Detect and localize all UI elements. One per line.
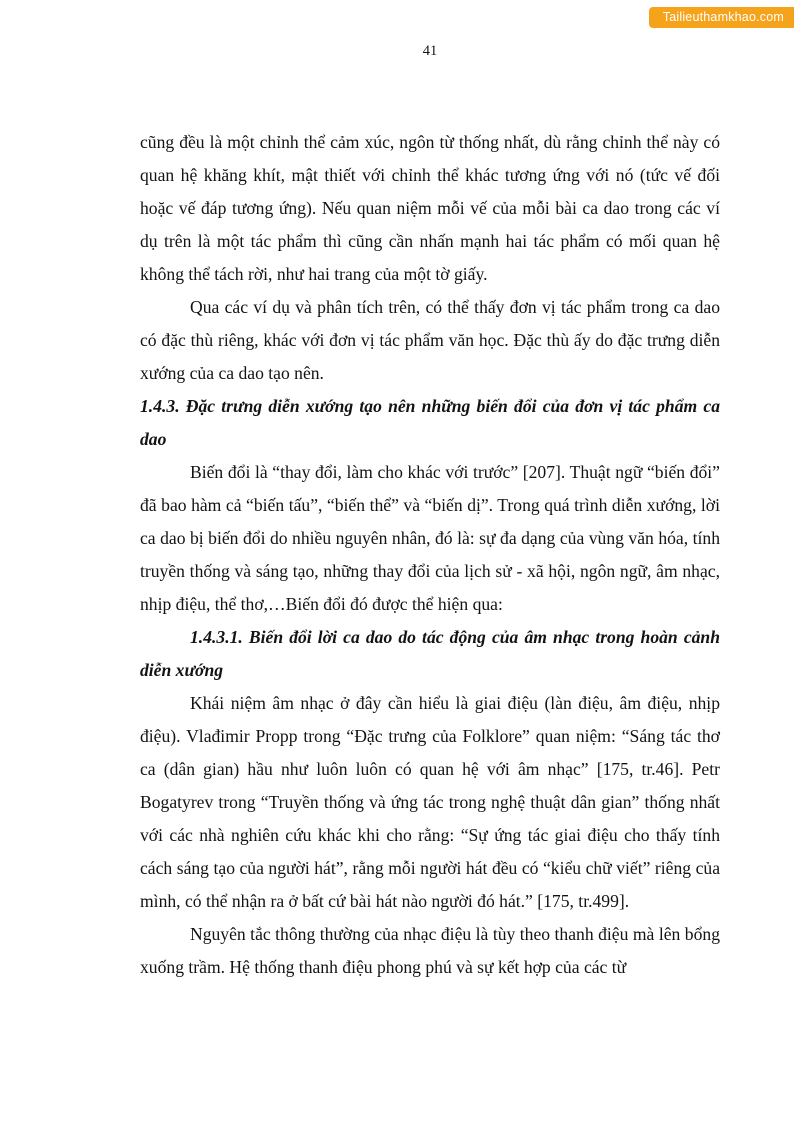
paragraph: Khái niệm âm nhạc ở đây cần hiểu là giai điệu (làn điệu, âm điệu, nhịp điệu). Vlađimir Propp trong “Đặc trưng của Folklore” quan niệm: “Sáng tác thơ ca (dân gian) hầu như luôn luôn có quan hệ với âm nhạc” [175, tr.46]. Petr Bogatyrev trong “Truyền thống và ứng tác trong nghệ thuật dân gian” thống nhất với các nhà nghiên cứu khác khi cho rằng: “Sự ứng tác giai điệu cho thấy tính cách sáng tạo của người hát”, rằng mỗi người hát đều có “kiểu chữ viết” riêng của mình, có thể nhận ra ở bất cứ bài hát nào người đó hát.” [175, tr.499]. — [140, 693, 720, 911]
page-body — [140, 126, 720, 984]
subsection-heading-1-4-3-1: 1.4.3.1. Biến đổi lời ca dao do tác động của âm nhạc trong hoàn cảnh diễn xướng — [140, 627, 720, 680]
paragraph-continuation: cũng đều là một chỉnh thể cảm xúc, ngôn từ thống nhất, dù rằng chỉnh thể này có quan hệ khăng khít, mật thiết với chỉnh thể khác tương ứng với nó (tức vế đối hoặc vế đáp tương ứng). Nếu quan niệm mỗi vế của mỗi bài ca dao trong các ví dụ trên là một tác phẩm thì cũng cần nhấn mạnh hai tác phẩm có mối quan hệ không thể tách rời, như hai trang của một tờ giấy. — [140, 132, 720, 284]
paragraph: Biến đổi là “thay đổi, làm cho khác với trước” [207]. Thuật ngữ “biến đổi” đã bao hàm cả “biến tấu”, “biến thể” và “biến dị”. Trong quá trình diễn xướng, lời ca dao bị biến đổi do nhiều nguyên nhân, đó là: sự đa dạng của vùng văn hóa, tính truyền thống và sáng tạo, những thay đổi của lịch sử - xã hội, ngôn ngữ, âm nhạc, nhịp điệu, thể thơ,…Biến đổi đó được thể hiện qua: — [140, 462, 720, 614]
paragraph: Nguyên tắc thông thường của nhạc điệu là tùy theo thanh điệu mà lên bổng xuống trầm. Hệ thống thanh điệu phong phú và sự kết hợp của các từ — [140, 924, 720, 977]
watermark-badge[interactable]: Tailieuthamkhao.com — [649, 7, 794, 28]
paragraph: Qua các ví dụ và phân tích trên, có thể thấy đơn vị tác phẩm trong ca dao có đặc thù riêng, khác với đơn vị tác phẩm văn học. Đặc thù ấy do đặc trưng diễn xướng của ca dao tạo nên. — [140, 297, 720, 383]
page-number: 41 — [422, 43, 438, 59]
section-heading-1-4-3: 1.4.3. Đặc trưng diễn xướng tạo nên những biến đổi của đơn vị tác phẩm ca dao — [140, 396, 720, 449]
